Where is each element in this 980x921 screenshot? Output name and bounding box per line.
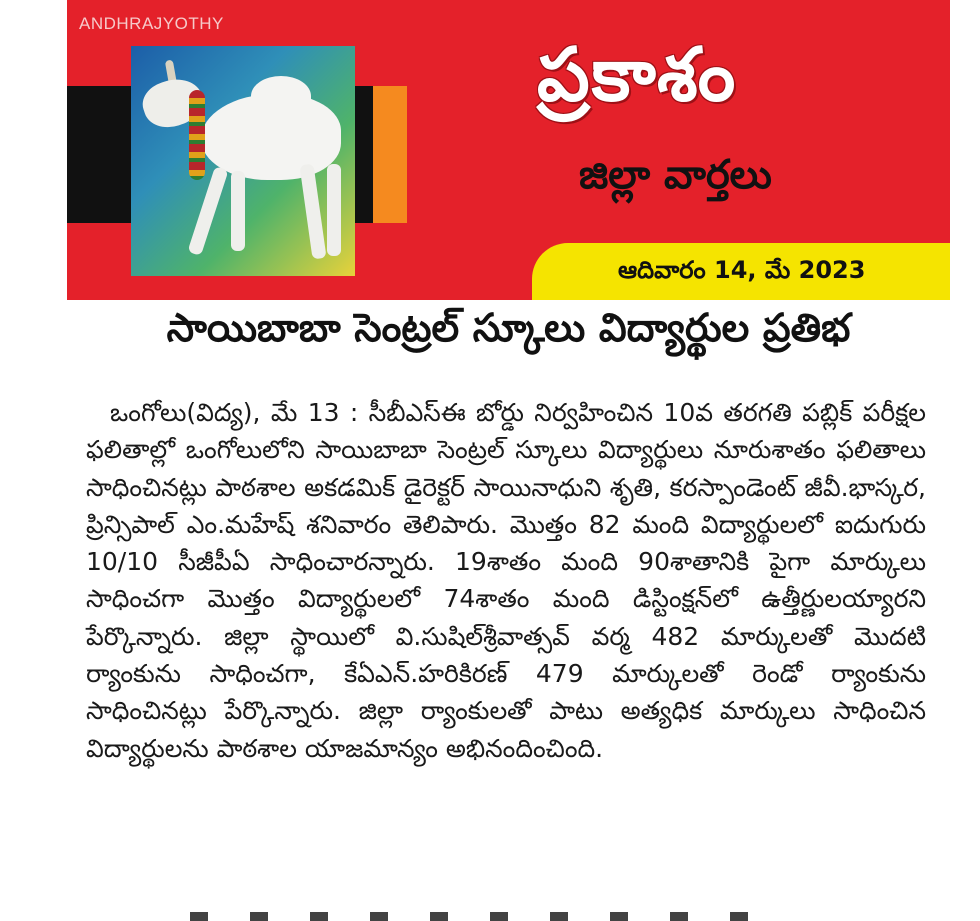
next-article-cut-line (190, 912, 750, 921)
article-headline: సాయిబాబా సెంట్రల్ స్కూలు విద్యార్థుల ప్రతిభ (166, 306, 851, 351)
date-banner (532, 243, 950, 300)
decor-strip-orange (373, 86, 407, 223)
edition-date: ఆదివారం 14, మే 2023 (618, 256, 866, 284)
masthead (67, 0, 950, 300)
decor-strip-black-right (355, 86, 373, 223)
section-title: ప్రకాశం (537, 32, 738, 118)
section-subtitle: జిల్లా వార్తలు (579, 152, 772, 198)
decor-strip-black-left (67, 86, 131, 223)
article-body: ఒంగోలు(విద్య), మే 13 : సీబీఎస్ఈ బోర్డు నిర్వహించిన 10వ తరగతి పబ్లిక్ పరీక్షల ఫలితాల్లో ఒంగోలులోని సాయిబాబా సెంట్రల్ స్కూలు విద్యార్థులు నూరుశాతం ఫలితాలు సాధించినట్లు పాఠశాల అకడమిక్ డైరెక్టర్ సాయినాధుని శృతి, కరస్పాండెంట్ జీవీ.భాస్కర, ప్రిన్సిపాల్ ఎం.మహేష్ శనివారం తెలిపారు. మొత్తం 82 మంది విద్యార్థులలో ఐదుగురు 10/10 సీజీపీఏ సాధించారన్నారు. 19శాతం మంది 90శాతానికి పైగా మార్కులు సాధించగా మొత్తం విద్యార్థులలో 74శాతం మంది డిస్టింక్షన్‌లో ఉత్తీర్ణులయ్యారని పేర్కొన్నారు. జిల్లా స్థాయిలో వి.సుషిల్‌శ్రీవాత్సవ్ వర్మ 482 మార్కులతో మొదటి ర్యాంకును సాధించగా, కేఏఎన్.హరికిరణ్ 479 మార్కులతో రెండో ర్యాంకును సాధించినట్లు పేర్కొన్నారు. జిల్లా ర్యాంకులతో పాటు అత్యధిక మార్కులు సాధించిన విద్యార్థులను పాఠశాల యాజమాన్యం అభినందించింది. (86, 398, 926, 763)
brand-name: ANDHRAJYOTHY (79, 14, 224, 33)
bull-photo (131, 46, 355, 276)
